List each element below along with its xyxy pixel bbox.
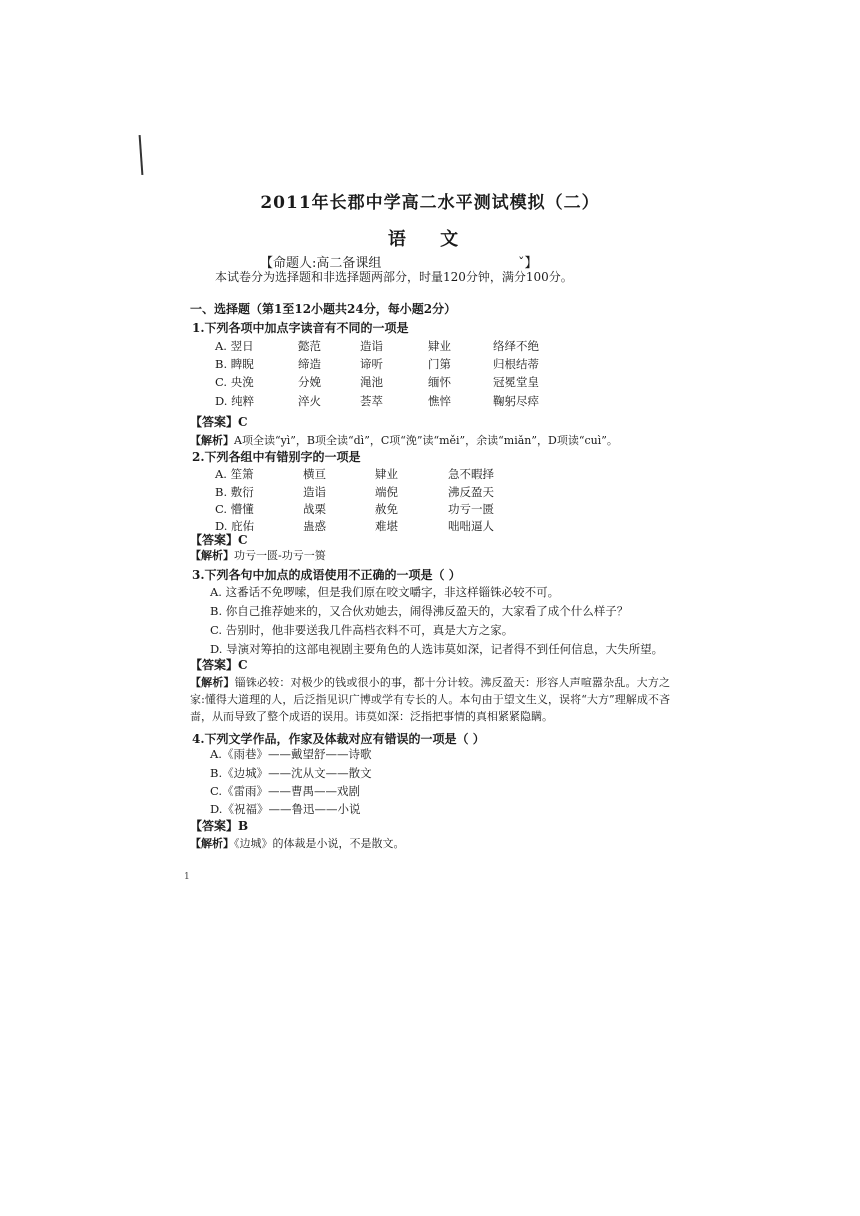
q1-cell: 荟萃 [360, 394, 383, 408]
subject-heading: 语 文 [387, 229, 473, 250]
q1-cell: 懿范 [298, 339, 321, 353]
question-1-explanation [190, 432, 618, 448]
section-heading: 一、选择题（第1至12小题共24分，每小题2分） [190, 302, 457, 316]
q1-cell: C. 央浼 [215, 375, 254, 389]
q2-cell: D. 庇佑 [215, 519, 255, 533]
q1-cell: 归根结蒂 [493, 357, 539, 371]
q2-cell: C. 懵懂 [215, 502, 254, 516]
q1-cell: 渑池 [360, 375, 383, 389]
question-4-stem: 4.下列文学作品，作家及体裁对应有错误的一项是（ ） [192, 732, 485, 746]
question-4-option: C.《雷雨》——曹禺——戏剧 [210, 784, 361, 798]
q2-cell: 急不暇择 [448, 467, 494, 481]
question-3-option: C. 告别时，他非要送我几件高档衣料不可，真是大方之家。 [210, 623, 514, 637]
q1-cell: 缔造 [298, 357, 321, 371]
explanation-text: 《边城》的体裁是小说，不是散文。 [234, 837, 405, 850]
explanation-label: 【解析】 [190, 676, 235, 689]
question-2-explanation [190, 547, 326, 563]
question-3-answer: 【答案】C [190, 658, 248, 672]
page-number: 1 [184, 872, 190, 882]
explanation-text: A项全读“yì”，B项全读“dì”，C项“浼”读“měi”，余读“miǎn”，D项读“cuì”。 [234, 434, 618, 447]
question-4-answer: 【答案】B [190, 819, 249, 833]
q2-cell: 难堪 [375, 519, 398, 533]
q2-cell: 战栗 [303, 502, 326, 516]
q1-cell: B. 睥睨 [215, 357, 254, 371]
page-title: 2011年长郡中学高二水平测试模拟（二） [260, 193, 600, 213]
q2-cell: 肄业 [375, 467, 398, 481]
explanation-label: 【解析】 [190, 549, 234, 562]
q2-cell: 蛊惑 [303, 519, 326, 533]
question-3-option: B. 你自己推荐她来的，又合伙劝她去，闹得沸反盈天的，大家看了成个什么样子？ [210, 604, 629, 618]
q2-cell: 咄咄逼人 [448, 519, 494, 533]
q1-cell: A. 翌日 [215, 339, 254, 353]
question-4-option: D.《祝福》——鲁迅——小说 [210, 802, 361, 816]
q2-cell: A. 笙箫 [215, 467, 254, 481]
q2-cell: B. 敷衍 [215, 485, 254, 499]
q2-cell: 造诣 [303, 485, 326, 499]
question-2-stem: 2.下列各组中有错别字的一项是 [192, 450, 361, 464]
question-3-explanation [190, 674, 670, 725]
explanation-label: 【解析】 [190, 434, 234, 447]
scan-artifact-line [139, 135, 144, 175]
q1-cell: 冠冕堂皇 [493, 375, 539, 389]
question-3-option: D. 导演对筹拍的这部电视剧主要角色的人选讳莫如深，记者得不到任何信息，大失所望。 [210, 642, 664, 656]
question-1-answer: 【答案】C [190, 415, 248, 429]
q2-cell: 赦免 [375, 502, 398, 516]
q2-cell: 功亏一匮 [448, 502, 494, 516]
q1-cell: 鞠躬尽瘁 [493, 394, 539, 408]
exam-intro: 本试卷分为选择题和非选择题两部分，时量120分钟，满分100分。 [215, 270, 573, 284]
question-3-option: A. 这番话不免啰嗦，但是我们原在咬文嚼字，非这样锱铢必较不可。 [210, 585, 560, 599]
q1-cell: 谛听 [360, 357, 383, 371]
q1-cell: 分娩 [298, 375, 321, 389]
q2-cell: 沸反盈天 [448, 485, 494, 499]
q1-cell: 门第 [428, 357, 451, 371]
question-4-explanation [190, 835, 405, 851]
q2-cell: 横亘 [303, 467, 326, 481]
question-3-stem: 3.下列各句中加点的成语使用不正确的一项是（ ） [192, 568, 461, 582]
explanation-label: 【解析】 [190, 837, 234, 850]
q1-cell: 憔悴 [428, 394, 451, 408]
explanation-text: 功亏一匮-功亏一篑 [234, 549, 326, 562]
question-4-option: A.《雨巷》——戴望舒——诗歌 [210, 747, 372, 761]
q1-cell: 造诣 [360, 339, 383, 353]
explanation-text: 锱铢必较：对极少的钱或很小的事，都十分计较。沸反盈天：形容人声喧嚣杂乱。大方之家:懂得大道理的人，后泛指见识广博或学有专长的人。本句由于望文生义，误将“大方”理解成不吝啬，从而导致了整个成语的误用。讳莫如深：泛指把事情的真相紧紧隐瞒。 [190, 676, 671, 723]
q1-cell: 缅怀 [428, 375, 451, 389]
question-2-answer: 【答案】C [190, 533, 248, 547]
q1-cell: 肄业 [428, 339, 451, 353]
author-bracket: ˇ】 [518, 256, 538, 271]
q1-cell: 络绎不绝 [493, 339, 539, 353]
q1-cell: D. 纯粹 [215, 394, 255, 408]
q1-cell: 淬火 [298, 394, 321, 408]
question-4-option: B.《边城》——沈从文——散文 [210, 766, 372, 780]
author-text: 【命题人:高二备课组 [260, 256, 382, 271]
q2-cell: 端倪 [375, 485, 398, 499]
question-1-stem: 1.下列各项中加点字读音有不同的一项是 [192, 321, 409, 335]
